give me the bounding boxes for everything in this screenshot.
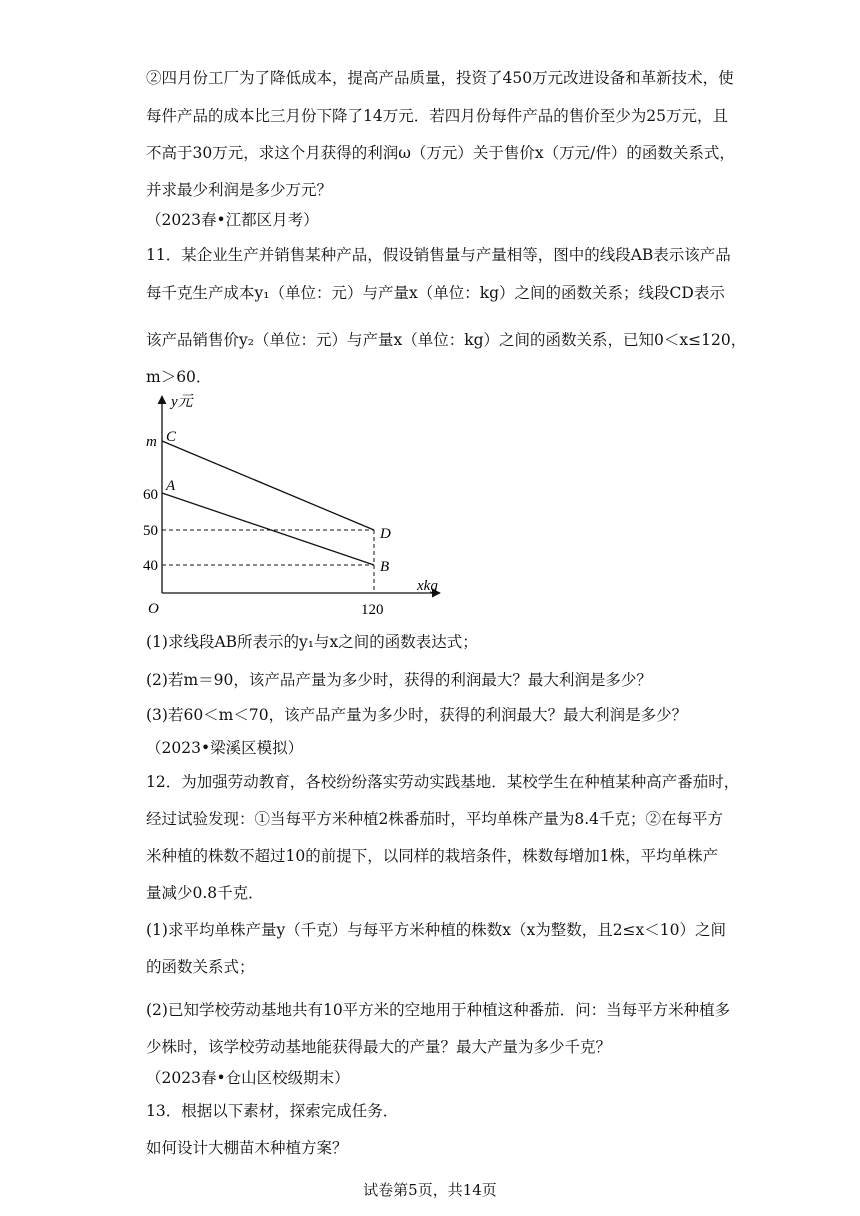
question-11-part-1: (1)求线段AB所表示的y₁与x之间的函数表达式； xyxy=(146,633,478,651)
page-footer: 试卷第5页，共14页 xyxy=(363,1181,497,1199)
question-11-line: 该产品销售价y₂（单位：元）与产量x（单位：kg）之间的函数关系，已知0＜x≤120， xyxy=(146,331,747,349)
y-tick-40: 40 xyxy=(143,558,158,574)
text-line: 每件产品的成本比三月份下降了14万元．若四月份每件产品的售价至少为25万元，且 xyxy=(146,107,728,125)
point-b-label: B xyxy=(380,559,390,575)
text-line: ②四月份工厂为了降低成本，提高产品质量，投资了450万元改进设备和革新技术，使 xyxy=(146,69,734,87)
question-12-part-1: (1)求平均单株产量y（千克）与每平方米种植的株数x（x为整数，且2≤x＜10）之间 xyxy=(146,921,727,939)
question-12-line: 量减少0.8千克． xyxy=(146,884,264,902)
question-11-line: 11．某企业生产并销售某种产品，假设销售量与产量相等，图中的线段AB表示该产品 xyxy=(146,246,731,264)
question-12-line: 经过试验发现：①当每平方米种植2株番茄时，平均单株产量为8.4千克；②在每平方 xyxy=(146,810,724,828)
segment-cd xyxy=(162,441,374,530)
question-13-line: 如何设计大棚苗木种植方案？ xyxy=(146,1139,348,1157)
function-graph xyxy=(140,388,460,628)
point-a-label: A xyxy=(166,478,176,494)
question-11-line: m＞60． xyxy=(146,368,212,386)
question-11-part-2: (2)若m＝90，该产品产量为多少时，获得的利润最大？最大利润是多少？ xyxy=(146,671,652,689)
x-tick-120: 120 xyxy=(361,602,384,618)
question-12-part-1: 的函数关系式； xyxy=(146,958,255,976)
point-d-label: D xyxy=(380,526,391,542)
y-tick-60: 60 xyxy=(143,487,158,503)
question-12-part-2: 少株时，该学校劳动基地能获得最大的产量？最大产量为多少千克？ xyxy=(146,1038,612,1056)
question-12-part-2: (2)已知学校劳动基地共有10平方米的空地用于种植这种番茄．问：当每平方米种植多 xyxy=(146,1001,731,1019)
point-c-label: C xyxy=(166,429,177,445)
source-note: （2023•梁溪区模拟） xyxy=(146,739,304,757)
question-11-line: 每千克生产成本y₁（单位：元）与产量x（单位：kg）之间的函数关系；线段CD表示 xyxy=(146,284,725,302)
text-line: 并求最少利润是多少万元？ xyxy=(146,181,333,199)
source-note: （2023春•江都区月考） xyxy=(146,211,319,229)
question-12-line: 12．为加强劳动教育，各校纷纷落实劳动实践基地．某校学生在种植某种高产番茄时， xyxy=(146,773,740,791)
question-13-line: 13．根据以下素材，探索完成任务． xyxy=(146,1102,399,1120)
question-11-part-3: (3)若60＜m＜70，该产品产量为多少时，获得的利润最大？最大利润是多少？ xyxy=(146,706,688,724)
segment-ab xyxy=(162,493,374,565)
y-axis-label: y元 xyxy=(171,394,193,410)
source-note: （2023春•仓山区校级期末） xyxy=(146,1069,350,1087)
origin-label: O xyxy=(148,601,159,617)
y-tick-50: 50 xyxy=(143,523,158,539)
question-12-line: 米种植的株数不超过10的前提下，以同样的栽培条件，株数每增加1株，平均单株产 xyxy=(146,847,719,865)
text-line: 不高于30万元，求这个月获得的利润ω（万元）关于售价x（万元/件）的函数关系式， xyxy=(146,144,735,162)
x-axis-label: xkg xyxy=(417,578,438,594)
y-tick-m: m xyxy=(146,434,157,450)
